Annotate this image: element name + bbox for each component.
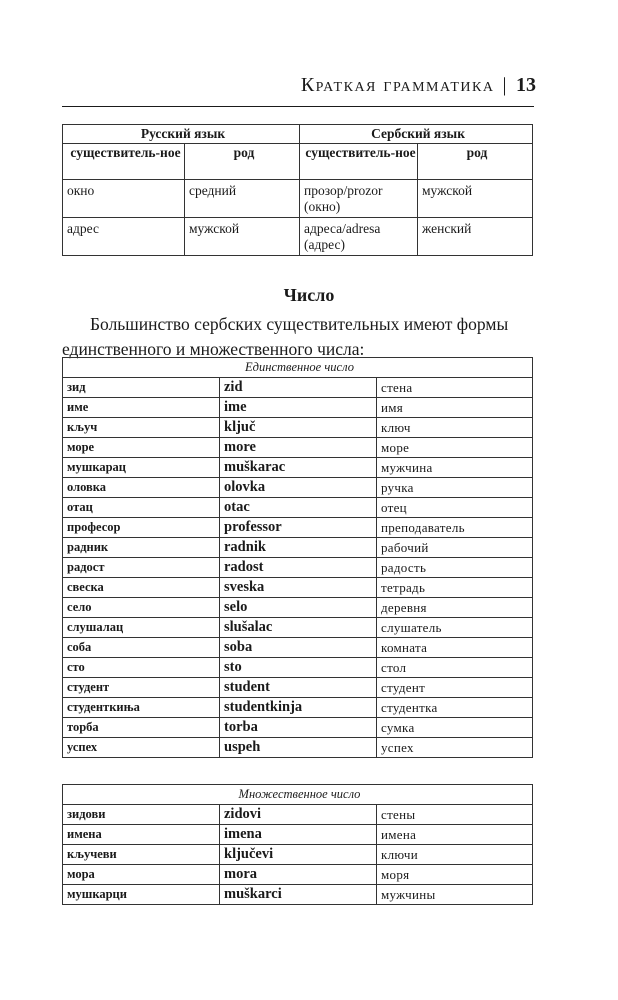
table-row <box>63 578 533 598</box>
russian-cell: мужчина <box>377 458 533 478</box>
latin-cell: muškarac <box>220 458 377 478</box>
russian-cell: студентка <box>377 698 533 718</box>
latin-cell: muškarci <box>220 885 377 905</box>
latin-cell: olovka <box>220 478 377 498</box>
cyrillic-cell: свеска <box>63 578 220 598</box>
cyrillic-cell: торба <box>63 718 220 738</box>
cyrillic-cell: зид <box>63 378 220 398</box>
noun-header-sr: существитель-ное <box>300 144 418 180</box>
russian-cell: радость <box>377 558 533 578</box>
chapter-title: Краткая грамматика <box>300 74 495 96</box>
russian-cell: тетрадь <box>377 578 533 598</box>
latin-cell: otac <box>220 498 377 518</box>
sr-noun-cell: адреса/adresa (адрес) <box>300 218 418 256</box>
table-row <box>63 885 533 905</box>
cyrillic-cell: радник <box>63 538 220 558</box>
table-row <box>63 658 533 678</box>
cyrillic-cell: кључеви <box>63 845 220 865</box>
latin-cell: imena <box>220 825 377 845</box>
plural-table <box>62 784 533 905</box>
russian-cell: имя <box>377 398 533 418</box>
table-row <box>63 845 533 865</box>
table-row <box>63 698 533 718</box>
sr-gender-cell: мужской <box>418 180 533 218</box>
cyrillic-cell: професор <box>63 518 220 538</box>
page-number: 13 <box>516 74 536 96</box>
cyrillic-cell: имена <box>63 825 220 845</box>
table-row <box>63 558 533 578</box>
table-row <box>63 865 533 885</box>
cyrillic-cell: соба <box>63 638 220 658</box>
russian-cell: мужчины <box>377 885 533 905</box>
russian-cell: море <box>377 438 533 458</box>
latin-cell: radnik <box>220 538 377 558</box>
cyrillic-cell: мушкарац <box>63 458 220 478</box>
russian-cell: стол <box>377 658 533 678</box>
column-header-row <box>63 144 533 180</box>
gender-header-sr: род <box>418 144 533 180</box>
caption-row <box>63 358 533 378</box>
cyrillic-cell: слушалац <box>63 618 220 638</box>
cyrillic-cell: отац <box>63 498 220 518</box>
table-row <box>63 825 533 845</box>
cyrillic-cell: море <box>63 438 220 458</box>
cyrillic-cell: студенткиња <box>63 698 220 718</box>
table-row <box>63 805 533 825</box>
noun-header-ru: существитель-ное <box>63 144 185 180</box>
table-row <box>63 678 533 698</box>
sr-noun-cell: прозор/prozor (окно) <box>300 180 418 218</box>
cyrillic-cell: сто <box>63 658 220 678</box>
gender-comparison-table <box>62 124 533 256</box>
latin-cell: torba <box>220 718 377 738</box>
gender-header-ru: род <box>185 144 300 180</box>
russian-cell: деревня <box>377 598 533 618</box>
russian-cell: имена <box>377 825 533 845</box>
table-row <box>63 438 533 458</box>
latin-cell: slušalac <box>220 618 377 638</box>
latin-cell: soba <box>220 638 377 658</box>
cyrillic-cell: мора <box>63 865 220 885</box>
cyrillic-cell: име <box>63 398 220 418</box>
latin-cell: radost <box>220 558 377 578</box>
singular-caption: Единственное число <box>63 358 533 378</box>
table-row <box>63 180 533 218</box>
russian-cell: рабочий <box>377 538 533 558</box>
cyrillic-cell: успех <box>63 738 220 758</box>
russian-cell: ключ <box>377 418 533 438</box>
russian-cell: стена <box>377 378 533 398</box>
russian-cell: отец <box>377 498 533 518</box>
latin-cell: more <box>220 438 377 458</box>
latin-cell: studentkinja <box>220 698 377 718</box>
table-row <box>63 378 533 398</box>
table-row <box>63 738 533 758</box>
russian-cell: студент <box>377 678 533 698</box>
russian-cell: моря <box>377 865 533 885</box>
latin-cell: sveska <box>220 578 377 598</box>
latin-cell: selo <box>220 598 377 618</box>
sr-gender-cell: женский <box>418 218 533 256</box>
latin-cell: zid <box>220 378 377 398</box>
latin-cell: ključevi <box>220 845 377 865</box>
table-row <box>63 598 533 618</box>
language-header-row <box>63 125 533 144</box>
ru-gender-cell: мужской <box>185 218 300 256</box>
table-row <box>63 218 533 256</box>
latin-cell: zidovi <box>220 805 377 825</box>
header-rule <box>62 106 534 107</box>
latin-cell: student <box>220 678 377 698</box>
running-head <box>301 74 536 97</box>
table-row <box>63 638 533 658</box>
table-row <box>63 498 533 518</box>
table-row <box>63 398 533 418</box>
ru-gender-cell: средний <box>185 180 300 218</box>
table-row <box>63 518 533 538</box>
latin-cell: sto <box>220 658 377 678</box>
russian-cell: слушатель <box>377 618 533 638</box>
latin-cell: mora <box>220 865 377 885</box>
russian-cell: комната <box>377 638 533 658</box>
latin-cell: ključ <box>220 418 377 438</box>
latin-cell: uspeh <box>220 738 377 758</box>
cyrillic-cell: кључ <box>63 418 220 438</box>
header-separator: | <box>502 74 508 96</box>
cyrillic-cell: радост <box>63 558 220 578</box>
table-row <box>63 718 533 738</box>
caption-row <box>63 785 533 805</box>
plural-caption: Множественное число <box>63 785 533 805</box>
latin-cell: ime <box>220 398 377 418</box>
ru-noun-cell: адрес <box>63 218 185 256</box>
cyrillic-cell: зидови <box>63 805 220 825</box>
russian-cell: стены <box>377 805 533 825</box>
russian-cell: сумка <box>377 718 533 738</box>
section-title: Число <box>283 285 335 305</box>
singular-table <box>62 357 533 758</box>
table-row <box>63 418 533 438</box>
russian-language-header: Русский язык <box>63 125 300 144</box>
russian-cell: успех <box>377 738 533 758</box>
table-row <box>63 478 533 498</box>
serbian-language-header: Сербский язык <box>300 125 533 144</box>
cyrillic-cell: село <box>63 598 220 618</box>
intro-paragraph: Большинство сербских существительных имеют формы единственного и множественного числа: <box>62 314 509 359</box>
latin-cell: professor <box>220 518 377 538</box>
cyrillic-cell: студент <box>63 678 220 698</box>
russian-cell: ключи <box>377 845 533 865</box>
cyrillic-cell: оловка <box>63 478 220 498</box>
table-row <box>63 618 533 638</box>
russian-cell: преподаватель <box>377 518 533 538</box>
russian-cell: ручка <box>377 478 533 498</box>
table-row <box>63 458 533 478</box>
cyrillic-cell: мушкарци <box>63 885 220 905</box>
table-row <box>63 538 533 558</box>
ru-noun-cell: окно <box>63 180 185 218</box>
